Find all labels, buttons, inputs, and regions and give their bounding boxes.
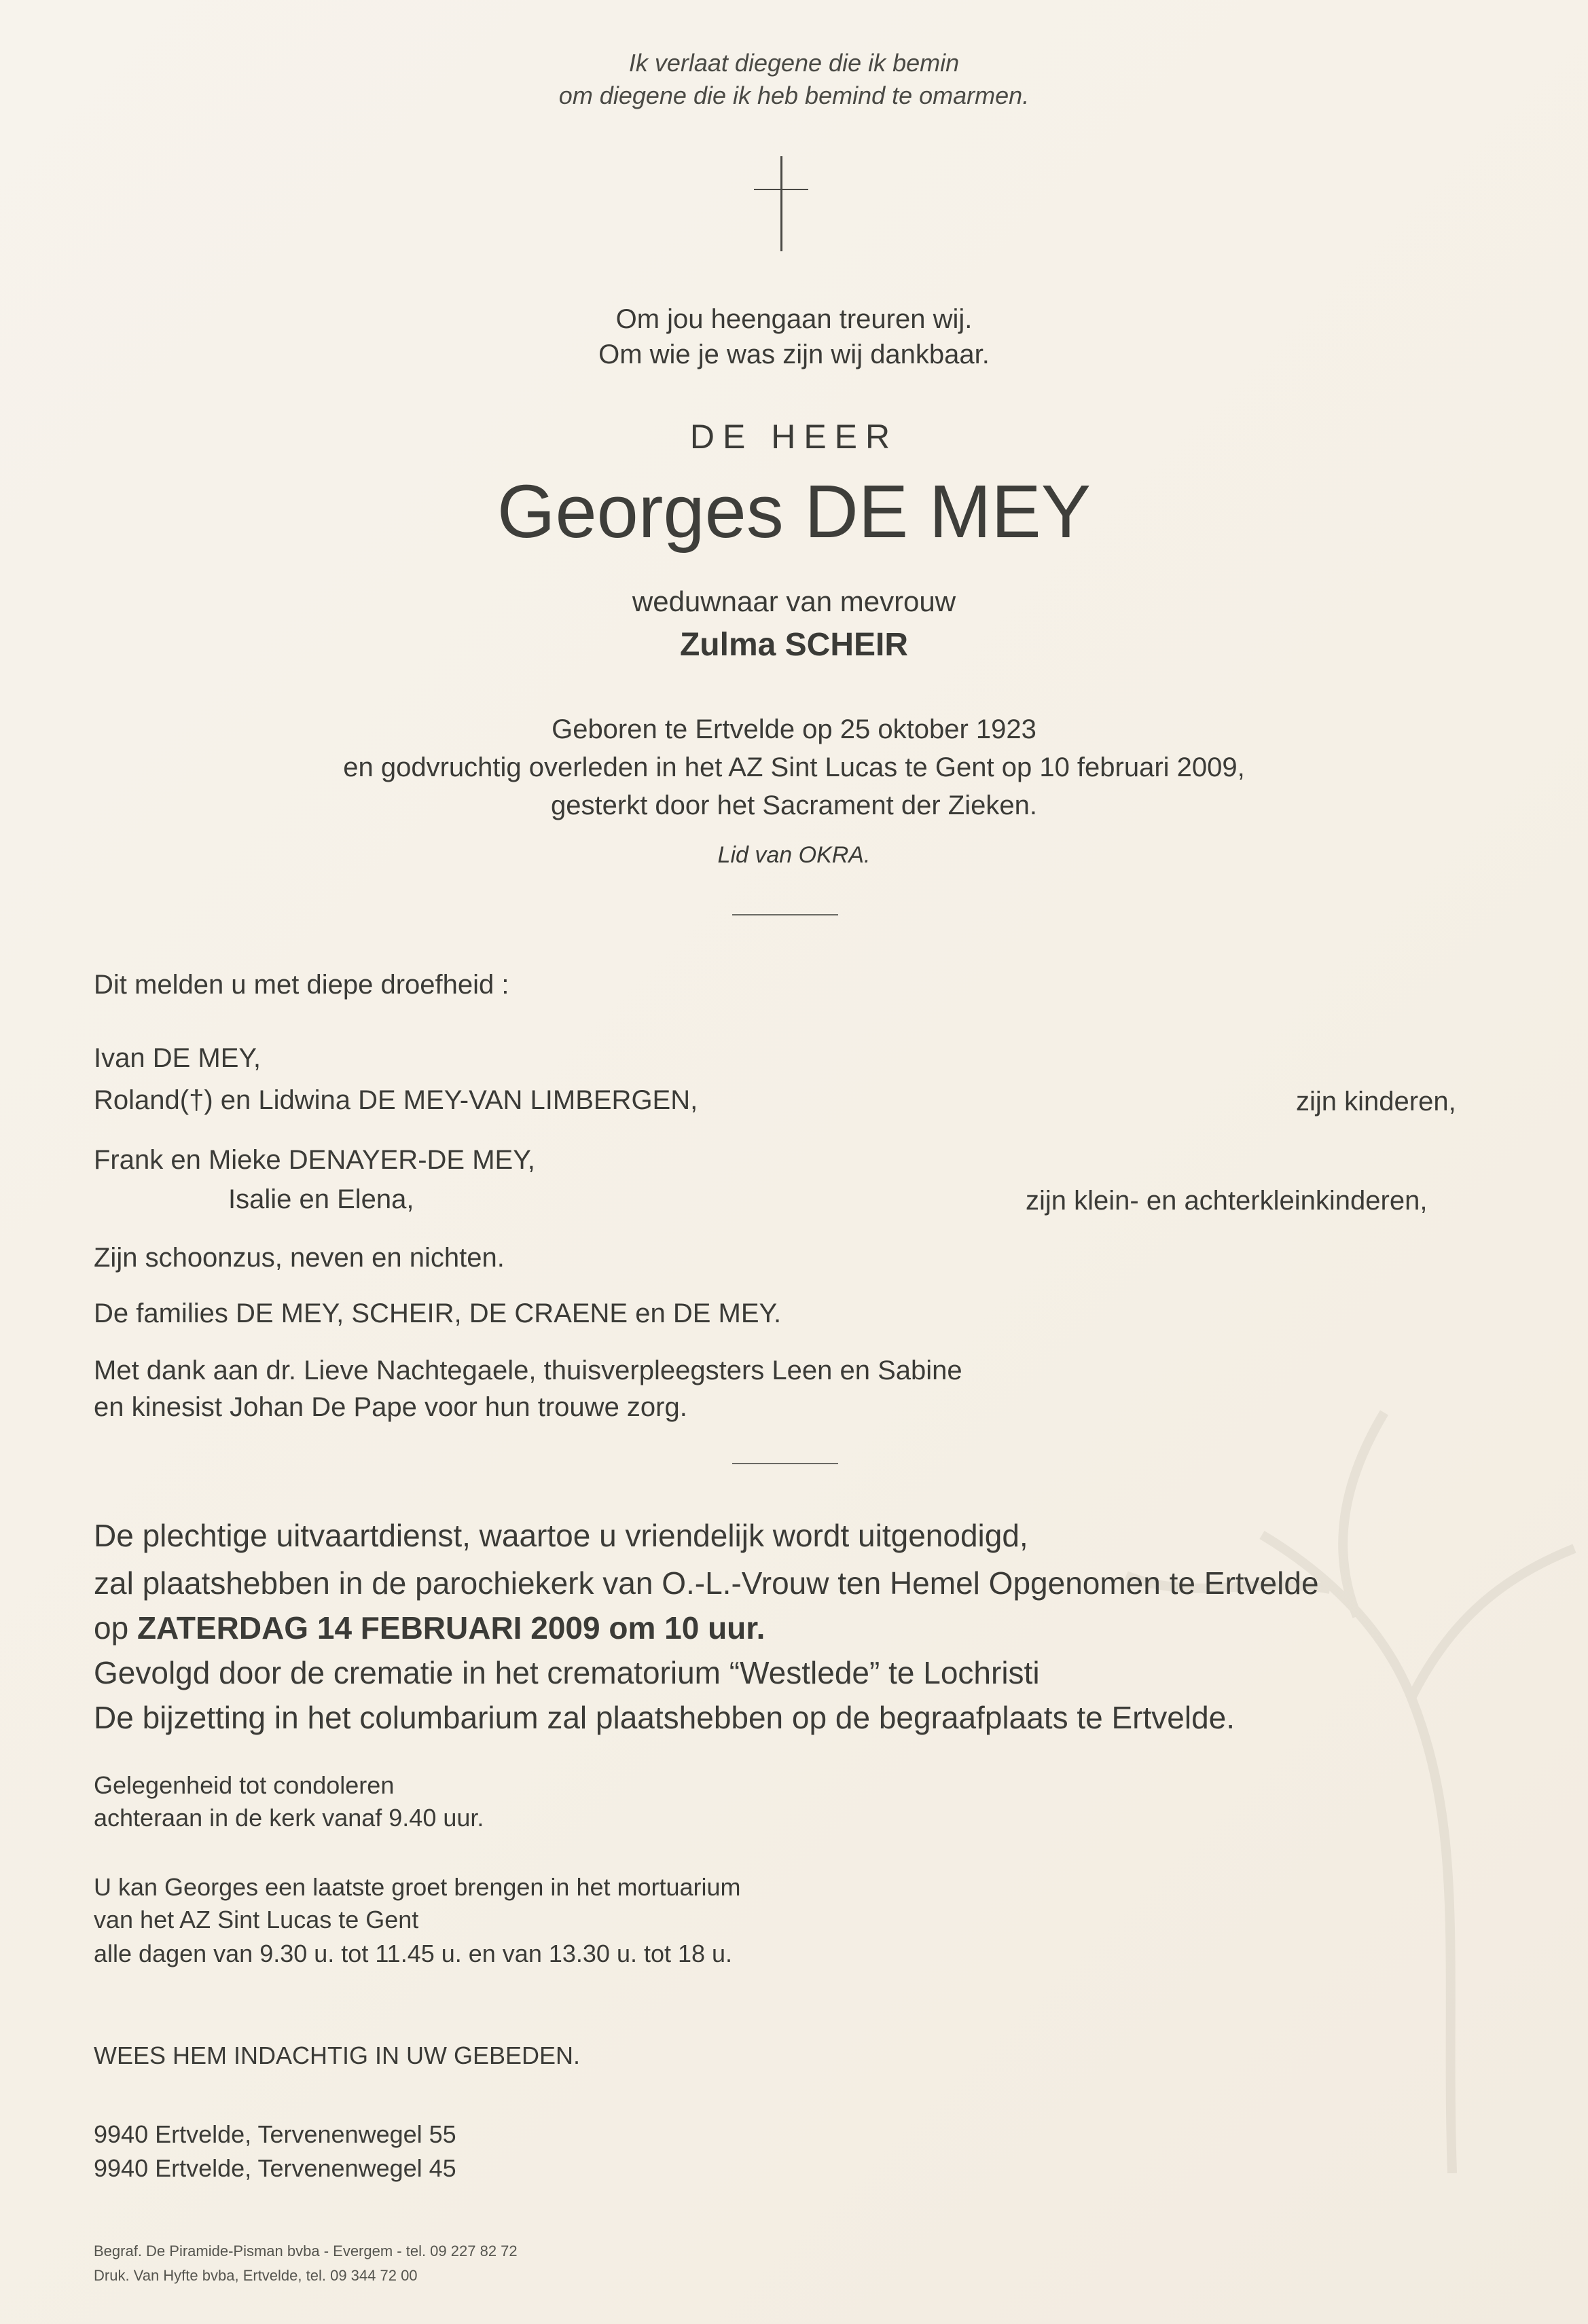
service-line-4: Gevolgd door de crematie in het crematorium “Westlede” te Lochristi	[94, 1655, 1040, 1690]
quote-line-2: om diegene die ik heb bemind te omarmen.	[558, 81, 1030, 109]
condolences-line-1: Gelegenheid tot condoleren	[94, 1771, 395, 1799]
spouse-name: Zulma SCHEIR	[679, 627, 909, 663]
thanks-line-2: en kinesist Johan De Pape voor hun trouwe zorg.	[94, 1392, 687, 1422]
membership-line: Lid van OKRA.	[717, 842, 871, 868]
death-line: en godvruchtig overleden in het AZ Sint Lucas te Gent op 10 februari 2009,	[343, 752, 1245, 782]
family-child-2: Roland(†) en Lidwina DE MEY-VAN LIMBERGEN,	[94, 1085, 698, 1115]
family-grandchild-2: Isalie en Elena,	[228, 1184, 414, 1214]
mortuary-line-2: van het AZ Sint Lucas te Gent	[94, 1906, 419, 1933]
family-grandchild-1: Frank en Mieke DENAYER-DE MEY,	[94, 1145, 535, 1175]
family-child-1: Ivan DE MEY,	[94, 1043, 261, 1073]
motto-line-1: Om jou heengaan treuren wij.	[615, 304, 973, 334]
family-inlaws: Zijn schoonzus, neven en nichten.	[94, 1243, 505, 1273]
children-label: zijn kinderen,	[1296, 1087, 1456, 1116]
birth-line: Geboren te Ertvelde op 25 oktober 1923	[552, 714, 1036, 744]
service-line-2: zal plaatshebben in de parochiekerk van O.-L.-Vrouw ten Hemel Opgenomen te Ertvelde	[94, 1565, 1319, 1601]
credit-line-1: Begraf. De Piramide-Pisman bvba - Evergem - tel. 09 227 82 72	[94, 2243, 518, 2259]
address-line-1: 9940 Ertvelde, Tervenenwegel 55	[94, 2120, 456, 2148]
divider-2	[732, 1463, 838, 1464]
service-line-1: De plechtige uitvaartdienst, waartoe u vriendelijk wordt uitgenodigd,	[94, 1518, 1028, 1553]
address-line-2: 9940 Ertvelde, Tervenenwegel 45	[94, 2154, 456, 2182]
announcement-line: Dit melden u met diepe droefheid :	[94, 970, 509, 1000]
divider-1	[732, 914, 838, 915]
deceased-name: Georges DE MEY	[497, 470, 1091, 553]
honorific-title: DE HEER	[689, 418, 899, 456]
cross-icon	[754, 156, 808, 251]
thanks-line-1: Met dank aan dr. Lieve Nachtegaele, thuisverpleegsters Leen en Sabine	[94, 1356, 962, 1385]
widower-of-label: weduwnaar van mevrouw	[632, 585, 956, 617]
service-date: ZATERDAG 14 FEBRUARI 2009 om 10 uur.	[137, 1610, 765, 1646]
service-line-3	[94, 1610, 765, 1646]
prayer-line: WEES HEM INDACHTIG IN UW GEBEDEN.	[94, 2041, 581, 2069]
credit-line-2: Druk. Van Hyfte bvba, Ertvelde, tel. 09 344 72 00	[94, 2267, 418, 2284]
family-names: De families DE MEY, SCHEIR, DE CRAENE en DE MEY.	[94, 1299, 782, 1328]
mortuary-line-1: U kan Georges een laatste groet brengen in het mortuarium	[94, 1873, 741, 1901]
mortuary-line-3: alle dagen van 9.30 u. tot 11.45 u. en van 13.30 u. tot 18 u.	[94, 1940, 733, 1967]
sacrament-line: gesterkt door het Sacrament der Zieken.	[551, 791, 1037, 820]
service-date-prefix: op	[94, 1610, 129, 1646]
service-line-5: De bijzetting in het columbarium zal plaatshebben op de begraafplaats te Ertvelde.	[94, 1700, 1235, 1735]
grandchildren-label: zijn klein- en achterkleinkinderen,	[1026, 1186, 1428, 1216]
condolences-line-2: achteraan in de kerk vanaf 9.40 uur.	[94, 1804, 484, 1832]
motto-line-2: Om wie je was zijn wij dankbaar.	[598, 340, 990, 369]
quote-line-1: Ik verlaat diegene die ik bemin	[628, 49, 960, 77]
